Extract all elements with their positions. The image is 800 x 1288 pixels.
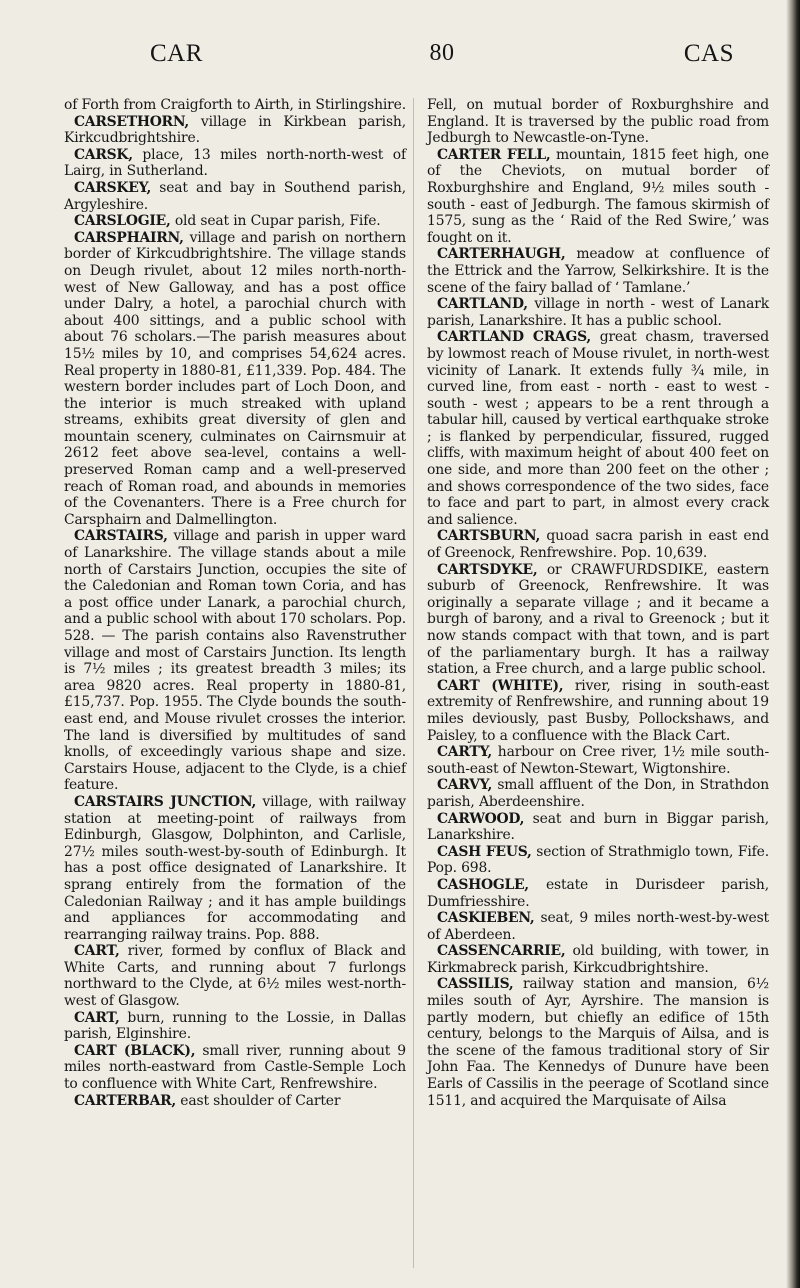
- entry-headword: CARSKEY,: [74, 179, 152, 196]
- entry-headword: CARVY,: [437, 777, 493, 794]
- gazetteer-entry: [427, 910, 769, 943]
- running-header: [150, 40, 734, 76]
- entry-text: village and parish in upper ward of Lanarkshire. The village stands about a mile north of Carstairs Junction, occupies the site of the Caledonian and Roman town Coria, and has a post office under Lanark, a parochial church, and a public school with about 170 scholars. Pop. 528. — The parish contains also Ravenstruther village and most of Carstairs Junction. Its length is 7½ miles ; its greatest breadth 3 miles; its area 9820 acres. Real property in 1880-81, £15,737. Pop. 1955. The Clyde bounds the south-east end, and Mouse rivulet crosses the interior. The land is diversified by multitudes of sand knolls, of exceedingly various shape and size. Carstairs House, adjacent to the Clyde, is a chief feature.: [64, 528, 406, 794]
- entry-headword: CARSPHAIRN,: [74, 229, 184, 246]
- left-column: [64, 97, 406, 1109]
- entry-text: Fell, on mutual border of Roxburghshire and England. It is traversed by the public road from Jedburgh to Newcastle-on-Tyne.: [427, 97, 769, 147]
- gazetteer-entry: [64, 114, 406, 147]
- gazetteer-entry: [64, 794, 406, 943]
- entry-headword: CARTSDYKE,: [437, 561, 538, 578]
- gazetteer-entry: [64, 1093, 406, 1110]
- header-left-guide-word: CAR: [150, 40, 203, 67]
- entry-text: river, rising in south-east extremity of Renfrewshire, and running about 19 miles deviously, past Busby, Pollockshaws, and Paisley, to a confluence with the Black Cart.: [427, 677, 769, 744]
- entry-text: old seat in Cupar parish, Fife.: [170, 213, 381, 230]
- entry-text: estate in Durisdeer parish, Dumfriesshire.: [427, 876, 769, 910]
- entry-headword: CARTY,: [437, 744, 492, 761]
- entry-headword: CARSTAIRS,: [74, 528, 168, 545]
- gazetteer-entry: [64, 180, 406, 213]
- gazetteer-entry: [427, 329, 769, 528]
- gazetteer-entry: [427, 147, 769, 247]
- entry-headword: CARTERHAUGH,: [437, 246, 566, 263]
- entry-text: village and parish on northern border of Kirkcudbrightshire. The village stands on Deugh rivulet, about 12 miles north-north-west of New Galloway, and has a post office under Dalry, a hotel, a parochial church with about 400 sittings, and a public school with about 76 scholars.—The parish measures about 15½ miles by 10, and comprises 54,624 acres. Real property in 1880-81, £11,339. Pop. 484. The western border includes part of Loch Doon, and the interior is much streaked with upland streams, exhibits great diversity of glen and mountain scenery, culminates on Cairnsmuir at 2612 feet above sea-level, contains a well-preserved Roman camp and a well-preserved reach of Roman road, and abounds in memories of the Covenanters. There is a Free church for Carsphairn and Dalmellington.: [64, 229, 406, 528]
- gazetteer-entry-continuation: [427, 97, 769, 147]
- gazetteer-entry: [427, 562, 769, 678]
- header-right-guide-word: CAS: [683, 40, 734, 67]
- entry-text: village, with railway station at meeting-point of railways from Edinburgh, Glasgow, Dolphinton, and Carlisle, 27½ miles south-west-by-south of Edinburgh. It has a post office designated of Lanarkshire. It sprang entirely from the formation of the Caledonian Railway ; and it has ample buildings and appliances for accommodating and rearranging railway trains. Pop. 888.: [64, 793, 406, 943]
- gazetteer-entry: [64, 943, 406, 1009]
- gazetteer-entry: [427, 246, 769, 296]
- column-divider: [413, 98, 414, 1268]
- entry-text: of Forth from Craigforth to Airth, in Stirlingshire.: [64, 97, 406, 113]
- gazetteer-entry: [427, 877, 769, 910]
- entry-text: harbour on Cree river, 1½ mile south-south-east of Newton-Stewart, Wigtonshire.: [427, 744, 769, 777]
- entry-text: seat and burn in Biggar parish, Lanarkshire.: [427, 810, 769, 844]
- entry-text: east shoulder of Carter: [176, 1092, 341, 1109]
- entry-text: mountain, 1815 feet high, one of the Cheviots, on mutual border of Roxburghshire and England, 9½ miles south - south - east of Jedburgh. The famous skirmish of 1575, sung as the ‘ Raid of the Red Swire,’ was fought on it.: [427, 146, 770, 246]
- entry-headword: CARSLOGIE,: [74, 213, 171, 230]
- entry-text: section of Strathmiglo town, Fife. Pop. 698.: [427, 843, 769, 877]
- page-edge-shadow: [786, 0, 800, 1288]
- entry-headword: CASKIEBEN,: [437, 910, 535, 927]
- entry-headword: CARTLAND CRAGS,: [437, 329, 591, 346]
- entry-text: railway station and mansion, 6½ miles south of Ayr, Ayrshire. The mansion is partly modern, but chiefly an edifice of 15th century, belongs to the Marquis of Ailsa, and is the scene of the famous traditional story of Sir John Faa. The Kennedys of Dunure have been Earls of Cassilis in the peerage of Scotland since 1511, and acquired the Marquisate of Ailsa: [427, 976, 769, 1109]
- gazetteer-entry: [427, 844, 769, 877]
- entry-headword: CARTER FELL,: [437, 146, 551, 163]
- gazetteer-entry: [427, 777, 769, 810]
- entry-headword: CARTSBURN,: [437, 528, 541, 545]
- gazetteer-entry-continuation: [64, 97, 406, 114]
- gazetteer-entry: [64, 528, 406, 794]
- entry-headword: CASSENCARRIE,: [437, 943, 566, 960]
- gazetteer-entry: [427, 811, 769, 844]
- entry-text: small affluent of the Don, in Strathdon parish, Aberdeenshire.: [427, 777, 769, 810]
- entry-headword: CART (BLACK),: [74, 1042, 196, 1059]
- entry-text: old building, with tower, in Kirkmabreck parish, Kirkcudbrightshire.: [427, 943, 769, 976]
- entry-text: small river, running about 9 miles north-eastward from Castle-Semple Loch to confluence with White Cart, Renfrewshire.: [64, 1042, 406, 1093]
- entry-headword: CARSETHORN,: [74, 113, 189, 130]
- gazetteer-entry: [64, 230, 406, 529]
- entry-text: river, formed by conflux of Black and White Carts, and running about 7 furlongs northward to the Clyde, at 6½ miles west-north-west of Glasgow.: [64, 943, 406, 1010]
- entry-headword: CART,: [74, 1009, 120, 1026]
- entry-headword: CASSILIS,: [437, 976, 514, 993]
- entry-text: burn, running to the Lossie, in Dallas parish, Elginshire.: [64, 1009, 406, 1043]
- gazetteer-entry: [427, 296, 769, 329]
- page-number: 80: [429, 40, 455, 66]
- entry-text: meadow at confluence of the Ettrick and the Yarrow, Selkirkshire. It is the scene of the fairy ballad of ‘ Tamlane.’: [427, 246, 769, 296]
- gazetteer-entry: [64, 1010, 406, 1043]
- entry-headword: CART,: [74, 943, 120, 960]
- gazetteer-entry: [64, 1043, 406, 1093]
- gazetteer-entry: [427, 528, 769, 561]
- entry-headword: CASH FEUS,: [437, 843, 532, 860]
- entry-text: quoad sacra parish in east end of Greenock, Renfrewshire. Pop. 10,639.: [427, 528, 769, 562]
- entry-headword: CARSTAIRS JUNCTION,: [74, 793, 257, 810]
- gazetteer-entry: [427, 678, 769, 744]
- gazetteer-entry: [64, 213, 406, 230]
- gazetteer-entry: [64, 147, 406, 180]
- entry-text: great chasm, traversed by lowmost reach of Mouse rivulet, in north-west vicinity of Lanark. It extends fully ¾ mile, in curved line, from east - north - east to west - south - west ; appears to be a rent through a tabular hill, caused by vertical earthquake stroke ; is flanked by perpendicular, fissured, rugged cliffs, with maximum height of about 400 feet on one side, and more than 200 feet on the other ; and shows correspondence of the two sides, face to face and part to part, in almost every crack and salience.: [427, 329, 769, 528]
- entry-headword: CARTLAND,: [437, 296, 528, 313]
- entry-text: seat and bay in Southend parish, Argyleshire.: [64, 179, 406, 213]
- entry-text: or CRAWFURDSDIKE, eastern suburb of Greenock, Renfrewshire. It was originally a separate village ; and it became a burgh of barony, and a rival to Greenock ; but it now stands compact with that town, and is part of the parliamentary burgh. It has a railway station, a Free church, and a large public school.: [427, 561, 769, 678]
- entry-headword: CARSK,: [74, 146, 133, 163]
- gazetteer-entry: [427, 744, 769, 777]
- gazetteer-entry: [427, 976, 769, 1109]
- entry-headword: CART (WHITE),: [437, 677, 564, 694]
- entry-text: village in Kirkbean parish, Kirkcudbrightshire.: [64, 113, 406, 147]
- entry-text: village in north - west of Lanark parish, Lanarkshire. It has a public school.: [427, 296, 769, 329]
- entry-headword: CASHOGLE,: [437, 876, 529, 893]
- entry-text: seat, 9 miles north-west-by-west of Aberdeen.: [427, 910, 769, 943]
- right-column: [427, 97, 769, 1109]
- entry-headword: CARWOOD,: [437, 810, 525, 827]
- entry-text: place, 13 miles north-north-west of Lairg, in Sutherland.: [64, 146, 406, 180]
- entry-headword: CARTERBAR,: [74, 1092, 176, 1109]
- gazetteer-entry: [427, 943, 769, 976]
